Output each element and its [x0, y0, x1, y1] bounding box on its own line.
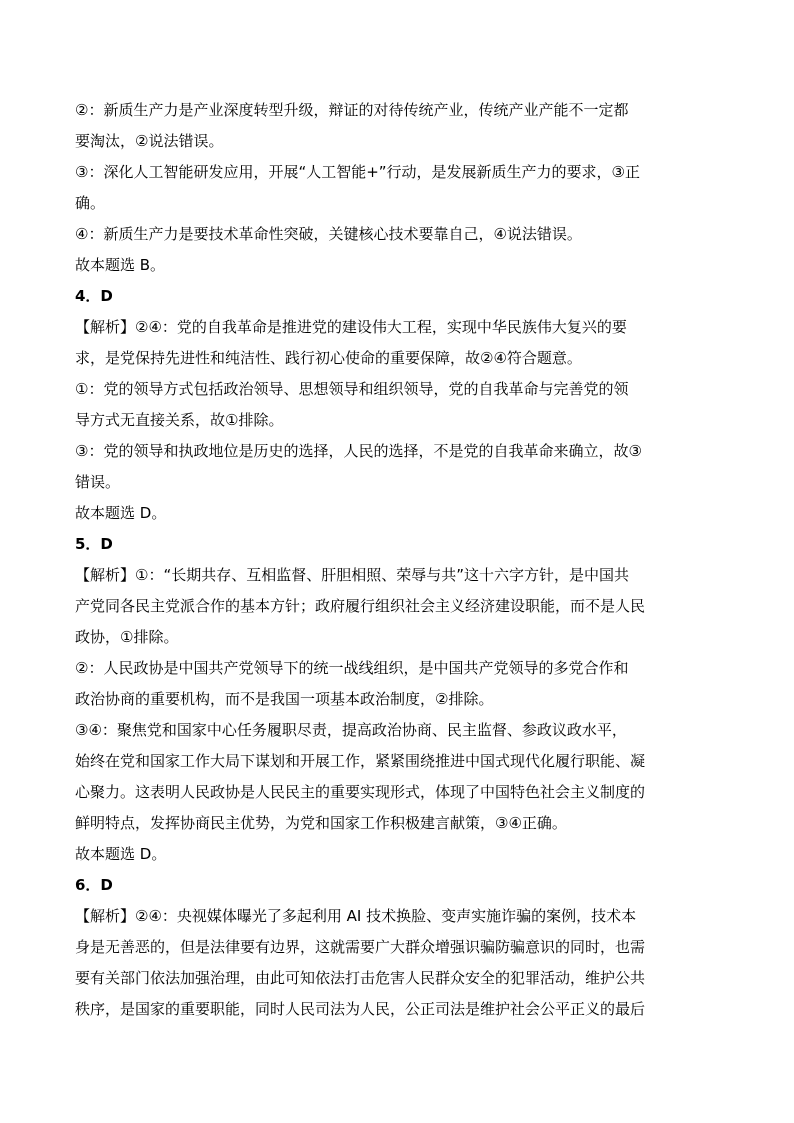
text-line: 确。 — [75, 194, 106, 212]
text-line: 身是无善恶的，但是法律要有边界，这就需要广大群众增强识骗防骗意识的同时，也需 — [75, 938, 646, 956]
question-number: 5．D — [75, 535, 113, 553]
text-line: 政协，①排除。 — [75, 628, 179, 646]
text-line: ①：党的领导方式包括政治领导、思想领导和组织领导，党的自我革命与完善党的领 — [75, 380, 629, 398]
analysis-line: 【解析】②④：党的自我革命是推进党的建设伟大工程，实现中华民族伟大复兴的要 — [75, 318, 627, 336]
text-line: 秩序，是国家的重要职能，同时人民司法为人民，公正司法是维护社会公平正义的最后 — [75, 1000, 646, 1018]
text-line: ③：党的领导和执政地位是历史的选择，人民的选择，不是党的自我革命来确立，故③ — [75, 442, 642, 460]
analysis-line: 【解析】①：“长期共存、互相监督、肝胆相照、荣辱与共”这十六字方针，是中国共 — [75, 566, 629, 584]
text-line: 错误。 — [75, 473, 121, 491]
text-line: 要有关部门依法加强治理，由此可知依法打击危害人民群众安全的犯罪活动，维护公共 — [75, 969, 646, 987]
text-line: 求，是党保持先进性和纯洁性、践行初心使命的重要保障，故②④符合题意。 — [75, 349, 582, 367]
answer-conclusion: 故本题选 D。 — [75, 504, 167, 522]
text-line: 鲜明特点，发挥协商民主优势，为党和国家工作积极建言献策，③④正确。 — [75, 814, 567, 832]
analysis-line: 【解析】②④：央视媒体曝光了多起利用 AI 技术换脸、变声实施诈骗的案例，技术本 — [75, 907, 637, 925]
text-line: 始终在党和国家工作大局下谋划和开展工作，紧紧围绕推进中国式现代化履行职能、凝 — [75, 752, 646, 770]
text-line: ③④：聚焦党和国家中心任务履职尽责，提高政治协商、民主监督、参政议政水平， — [75, 721, 627, 739]
answer-conclusion: 故本题选 B。 — [75, 256, 166, 274]
text-line: 导方式无直接关系，故①排除。 — [75, 411, 284, 429]
text-line: 心聚力。这表明人民政协是人民民主的重要实现形式，体现了中国特色社会主义制度的 — [75, 783, 646, 801]
text-line: 要淘汰，②说法错误。 — [75, 132, 224, 150]
text-line: ③：深化人工智能研发应用，开展“人工智能+”行动，是发展新质生产力的要求，③正 — [75, 163, 641, 181]
question-number: 4．D — [75, 287, 113, 305]
question-number: 6．D — [75, 876, 113, 894]
text-line: ④：新质生产力是要技术革命性突破，关键核心技术要靠自己，④说法错误。 — [75, 225, 582, 243]
answer-conclusion: 故本题选 D。 — [75, 845, 167, 863]
text-line: 政治协商的重要机构，而不是我国一项基本政治制度，②排除。 — [75, 690, 494, 708]
answer-explanation-text — [75, 95, 715, 1025]
text-line: ②：人民政协是中国共产党领导下的统一战线组织，是中国共产党领导的多党合作和 — [75, 659, 629, 677]
text-line: 产党同各民主党派合作的基本方针；政府履行组织社会主义经济建设职能，而不是人民 — [75, 597, 646, 615]
text-line: ②：新质生产力是产业深度转型升级，辩证的对待传统产业，传统产业产能不一定都 — [75, 101, 629, 119]
